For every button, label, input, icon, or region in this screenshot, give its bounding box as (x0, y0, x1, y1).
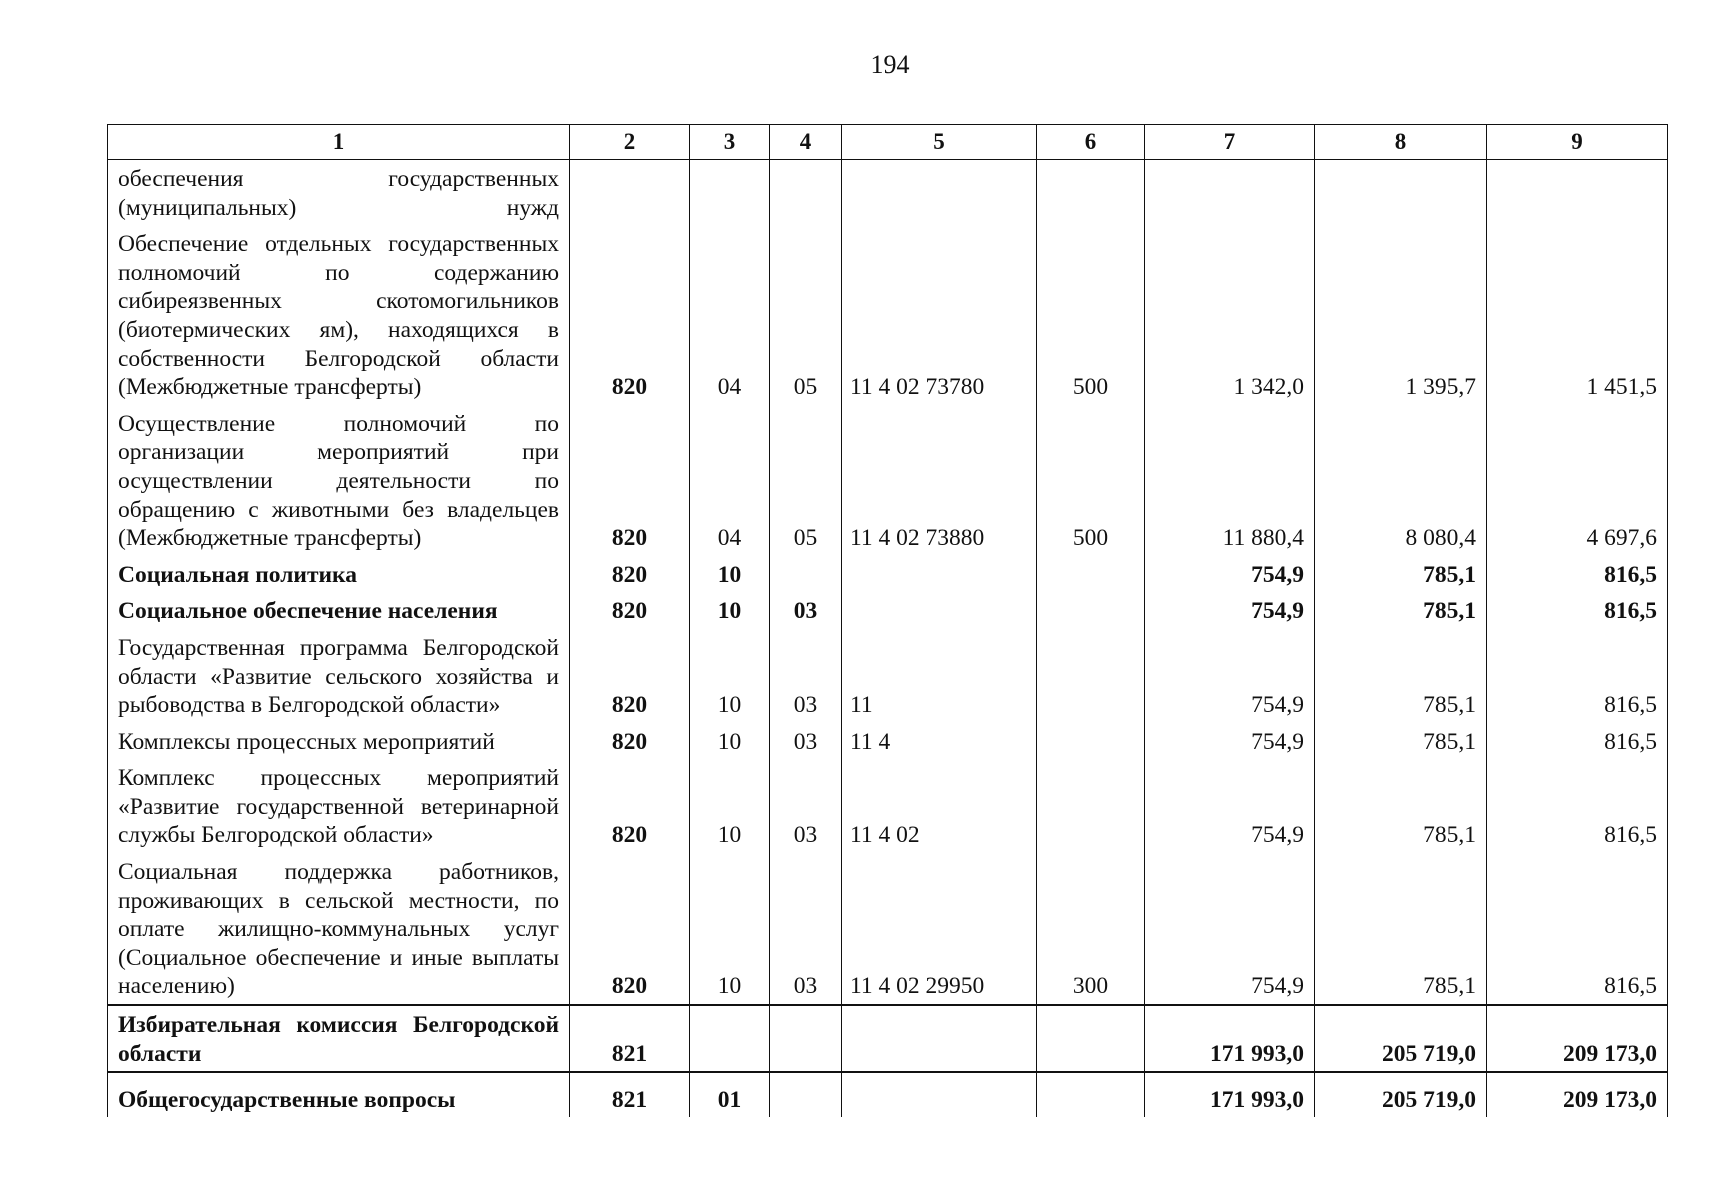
row-name: Социальная политика (108, 556, 570, 593)
row-value-3: 816,5 (1487, 556, 1668, 593)
row-subsection: 03 (770, 759, 842, 853)
table-header (108, 125, 1668, 160)
budget-table (107, 124, 1668, 1117)
row-value-3: 1 451,5 (1487, 225, 1668, 405)
row-value-3: 816,5 (1487, 853, 1668, 1005)
table-row (108, 225, 1668, 405)
row-code: 820 (570, 556, 690, 593)
row-section (690, 160, 770, 226)
row-subsection (770, 160, 842, 226)
row-value-2: 785,1 (1315, 556, 1487, 593)
row-target (842, 592, 1037, 629)
row-value-1: 754,9 (1145, 723, 1315, 760)
row-subsection: 03 (770, 629, 842, 723)
row-subsection: 05 (770, 225, 842, 405)
table-row (108, 592, 1668, 629)
row-section: 10 (690, 853, 770, 1005)
table-row (108, 1072, 1668, 1117)
row-section: 10 (690, 759, 770, 853)
row-target: 11 4 (842, 723, 1037, 760)
header-col-5: 5 (842, 125, 1037, 160)
row-value-1: 754,9 (1145, 853, 1315, 1005)
row-kind (1037, 1072, 1145, 1117)
row-name: Социальная поддержка работников, проживающих в сельской местности, по оплате жилищно-коммунальных услуг (Социальное обеспечение и иные выплаты населению) (108, 853, 570, 1005)
row-kind (1037, 1005, 1145, 1072)
table-row (108, 759, 1668, 853)
row-kind (1037, 592, 1145, 629)
row-value-3: 4 697,6 (1487, 405, 1668, 556)
row-code: 820 (570, 629, 690, 723)
row-kind (1037, 556, 1145, 593)
row-name: Комплексы процессных мероприятий (108, 723, 570, 760)
row-kind (1037, 160, 1145, 226)
row-code: 820 (570, 405, 690, 556)
row-code (570, 160, 690, 226)
row-value-2: 205 719,0 (1315, 1005, 1487, 1072)
header-col-8: 8 (1315, 125, 1487, 160)
row-value-2: 1 395,7 (1315, 225, 1487, 405)
row-code: 820 (570, 853, 690, 1005)
header-col-3: 3 (690, 125, 770, 160)
row-subsection: 03 (770, 592, 842, 629)
row-value-2 (1315, 160, 1487, 226)
row-name: Общегосударственные вопросы (108, 1072, 570, 1117)
header-col-7: 7 (1145, 125, 1315, 160)
row-section: 01 (690, 1072, 770, 1117)
row-value-2: 785,1 (1315, 853, 1487, 1005)
row-code: 821 (570, 1072, 690, 1117)
row-target: 11 4 02 73880 (842, 405, 1037, 556)
row-value-3: 816,5 (1487, 592, 1668, 629)
row-value-2: 205 719,0 (1315, 1072, 1487, 1117)
row-target (842, 160, 1037, 226)
row-value-1 (1145, 160, 1315, 226)
row-target (842, 1072, 1037, 1117)
row-kind: 500 (1037, 405, 1145, 556)
row-section: 10 (690, 629, 770, 723)
row-subsection (770, 1005, 842, 1072)
row-section: 10 (690, 592, 770, 629)
row-kind (1037, 723, 1145, 760)
row-section: 04 (690, 405, 770, 556)
row-value-1: 171 993,0 (1145, 1005, 1315, 1072)
row-name: Государственная программа Белгородской области «Развитие сельского хозяйства и рыбоводства в Белгородской области» (108, 629, 570, 723)
row-kind (1037, 759, 1145, 853)
row-section: 04 (690, 225, 770, 405)
row-name: Осуществление полномочий по организации мероприятий при осуществлении деятельности по обращению с животными без владельцев (Межбюджетные трансферты) (108, 405, 570, 556)
row-value-3 (1487, 160, 1668, 226)
row-kind: 300 (1037, 853, 1145, 1005)
row-code: 820 (570, 225, 690, 405)
table-row (108, 1005, 1668, 1072)
row-section: 10 (690, 723, 770, 760)
row-value-1: 754,9 (1145, 592, 1315, 629)
header-col-6: 6 (1037, 125, 1145, 160)
row-name: обеспечения государственных (муниципальных) нужд (108, 160, 570, 226)
row-value-2: 8 080,4 (1315, 405, 1487, 556)
header-col-1: 1 (108, 125, 570, 160)
table-row (108, 723, 1668, 760)
row-target: 11 4 02 29950 (842, 853, 1037, 1005)
row-target: 11 4 02 73780 (842, 225, 1037, 405)
row-target (842, 556, 1037, 593)
row-subsection: 05 (770, 405, 842, 556)
row-value-3: 816,5 (1487, 629, 1668, 723)
row-value-1: 171 993,0 (1145, 1072, 1315, 1117)
row-subsection (770, 556, 842, 593)
row-code: 820 (570, 723, 690, 760)
row-section (690, 1005, 770, 1072)
row-value-1: 754,9 (1145, 759, 1315, 853)
table-row (108, 629, 1668, 723)
row-value-1: 11 880,4 (1145, 405, 1315, 556)
row-kind (1037, 629, 1145, 723)
row-name: Избирательная комиссия Белгородской области (108, 1005, 570, 1072)
header-col-9: 9 (1487, 125, 1668, 160)
row-section: 10 (690, 556, 770, 593)
row-subsection: 03 (770, 853, 842, 1005)
header-col-2: 2 (570, 125, 690, 160)
table-row (108, 405, 1668, 556)
row-value-3: 209 173,0 (1487, 1072, 1668, 1117)
row-code: 820 (570, 759, 690, 853)
row-value-2: 785,1 (1315, 759, 1487, 853)
table-row (108, 853, 1668, 1005)
row-name: Комплекс процессных мероприятий «Развитие государственной ветеринарной службы Белгородской области» (108, 759, 570, 853)
row-target: 11 (842, 629, 1037, 723)
row-value-2: 785,1 (1315, 592, 1487, 629)
row-value-3: 209 173,0 (1487, 1005, 1668, 1072)
row-target: 11 4 02 (842, 759, 1037, 853)
header-col-4: 4 (770, 125, 842, 160)
table-row (108, 160, 1668, 226)
row-target (842, 1005, 1037, 1072)
table-row (108, 556, 1668, 593)
row-subsection: 03 (770, 723, 842, 760)
row-value-2: 785,1 (1315, 723, 1487, 760)
page-number: 194 (870, 50, 910, 79)
row-value-1: 754,9 (1145, 556, 1315, 593)
row-value-2: 785,1 (1315, 629, 1487, 723)
row-value-1: 754,9 (1145, 629, 1315, 723)
row-subsection (770, 1072, 842, 1117)
row-code: 821 (570, 1005, 690, 1072)
row-value-1: 1 342,0 (1145, 225, 1315, 405)
row-code: 820 (570, 592, 690, 629)
row-name: Социальное обеспечение населения (108, 592, 570, 629)
row-name: Обеспечение отдельных государственных полномочий по содержанию сибиреязвенных скотомогильников (биотермических ям), находящихся в собственности Белгородской области (Межбюджетные трансферты) (108, 225, 570, 405)
row-kind: 500 (1037, 225, 1145, 405)
row-value-3: 816,5 (1487, 759, 1668, 853)
row-value-3: 816,5 (1487, 723, 1668, 760)
